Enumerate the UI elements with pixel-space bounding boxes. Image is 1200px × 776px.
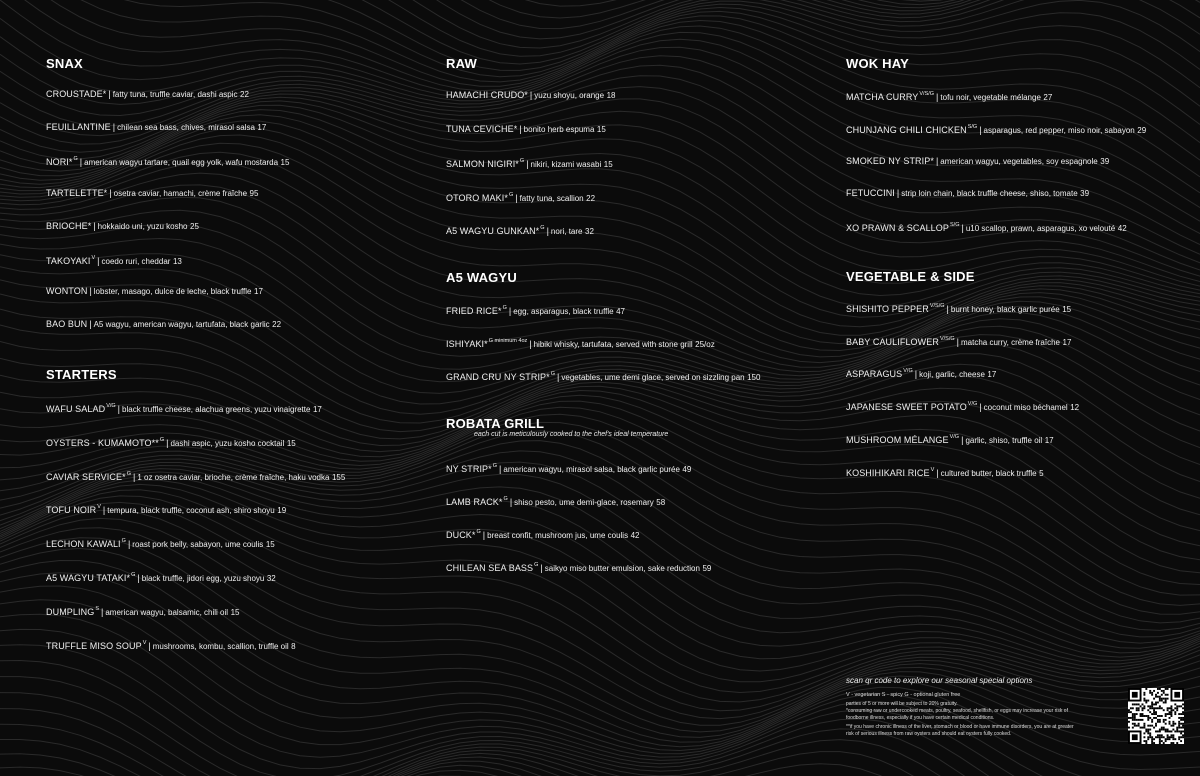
- background-wave-line: [0, 0, 1200, 48]
- item-description: asparagus, red pepper, miso noir, sabayon: [983, 125, 1135, 135]
- item-description: coconut miso béchamel: [983, 403, 1068, 413]
- item-name: TARTELETTE*: [46, 187, 108, 198]
- item-separator: |: [499, 464, 502, 474]
- item-description: u10 scallop, prawn, asparagus, xo velouté: [965, 224, 1116, 234]
- item-dietary-tag: G: [131, 572, 136, 578]
- item-price: 8: [291, 641, 296, 651]
- item-dietary-tag: G: [73, 155, 78, 162]
- menu-item: [46, 571, 276, 584]
- item-name: A5 WAGYU GUNKAN*: [446, 226, 540, 236]
- item-description: coedo ruri, cheddar: [101, 256, 171, 266]
- background-wave-line: [0, 761, 1200, 776]
- item-separator: |: [956, 336, 959, 347]
- item-description: saikyo miso butter emulsion, sake reduction: [544, 564, 700, 573]
- background-wave-line: [0, 0, 1200, 70]
- menu-item: [846, 400, 1079, 413]
- item-description: matcha curry, crème fraîche: [960, 337, 1060, 347]
- item-price: 22: [586, 193, 596, 203]
- background-wave-line: [0, 0, 1200, 29]
- menu-item: [46, 639, 296, 652]
- menu-item: [46, 254, 182, 267]
- menu-item: [446, 224, 594, 237]
- item-description: hokkaido uni, yuzu kosho: [97, 221, 188, 231]
- item-name: OTORO MAKI*: [446, 192, 508, 203]
- item-dietary-tag: G: [540, 225, 545, 231]
- item-separator: |: [100, 606, 104, 617]
- item-name: TOFU NOIR: [46, 505, 97, 516]
- item-dietary-tag: G: [508, 191, 514, 198]
- item-name: WAFU SALAD: [46, 404, 106, 414]
- item-dietary-tag: S/G: [967, 123, 978, 130]
- item-description: cultured butter, black truffle: [940, 468, 1037, 478]
- item-dietary-tag: V/G: [106, 403, 116, 409]
- item-dietary-tag: G: [159, 436, 165, 443]
- item-description: roast pork belly, sabayon, ume coulis: [132, 540, 264, 550]
- item-dietary-tag: V/G: [967, 401, 978, 408]
- item-separator: |: [936, 92, 939, 102]
- menu-item: [46, 503, 286, 516]
- menu-item: [446, 304, 625, 317]
- menu-item: [46, 122, 266, 133]
- menu-item: [46, 221, 199, 232]
- item-separator: |: [979, 402, 982, 413]
- menu-item: [446, 561, 711, 574]
- item-separator: |: [519, 123, 522, 134]
- item-name: SALMON NIGIRI*: [446, 159, 519, 169]
- item-name: WONTON: [46, 286, 88, 297]
- item-name: GRAND CRU NY STRIP*: [446, 372, 550, 382]
- item-name: FRIED RICE*: [446, 306, 502, 316]
- item-price: 22: [272, 320, 282, 330]
- item-description: A5 wagyu, american wagyu, tartufata, black garlic: [93, 320, 270, 330]
- item-separator: |: [148, 640, 151, 651]
- item-dietary-tag: G: [534, 562, 539, 568]
- item-price: 12: [1070, 403, 1080, 413]
- item-price: 49: [682, 465, 692, 474]
- diet-legend: V - vegetarian S - spicy G - optional gluten free: [846, 692, 961, 698]
- item-name: BAO BUN: [46, 319, 88, 330]
- menu-item: [446, 337, 715, 350]
- item-price: 42: [1117, 224, 1127, 234]
- item-price: 15: [1062, 305, 1072, 314]
- item-description: nori, tare: [550, 227, 583, 236]
- item-dietary-tag: G: [550, 371, 556, 377]
- item-name: KOSHIHIKARI RICE: [846, 467, 930, 478]
- item-dietary-tag: V: [930, 466, 935, 473]
- item-name: LAMB RACK*: [446, 497, 503, 507]
- item-description: mushrooms, kombu, scallion, truffle oil: [152, 641, 289, 651]
- menu-item: [846, 156, 1109, 167]
- item-name: FEUILLANTINE: [46, 121, 111, 132]
- item-separator: |: [526, 159, 529, 169]
- item-description: vegetables, ume demi glace, served on sizzling pan: [561, 373, 745, 382]
- menu-item: [46, 605, 239, 618]
- item-price: 15: [265, 540, 275, 550]
- gratuity-note: parties of 5 or more will be subject to 20% gratuity.: [846, 701, 958, 707]
- item-price: 15: [286, 438, 296, 448]
- item-price: 13: [172, 256, 182, 266]
- oyster-warning: **if you have chronic illness of the liver, stomach or blood or have immune disorders, you are at greater risk of serious illness from raw oysters and should eat oysters fully cooked.: [846, 724, 1074, 737]
- item-name: CHUNJANG CHILI CHICKEN: [846, 124, 967, 135]
- item-separator: |: [935, 155, 939, 166]
- item-description: american wagyu, mirasol salsa, black garlic purée: [503, 465, 680, 474]
- item-price: 17: [254, 287, 263, 297]
- item-dietary-tag: V/S/G: [939, 335, 955, 342]
- item-name: DUCK*: [446, 530, 476, 540]
- item-name: NY STRIP*: [446, 464, 492, 474]
- menu-item: [446, 191, 595, 204]
- item-separator: |: [961, 223, 964, 234]
- menu-item: [846, 335, 1071, 348]
- menu-item: [446, 90, 616, 101]
- item-description: lobster, masago, dulce de leche, black truffle: [93, 287, 252, 297]
- item-price: 15: [280, 157, 290, 167]
- item-name: NORI*: [46, 156, 73, 167]
- item-description: fatty tuna, scallion: [519, 193, 584, 203]
- item-price: 47: [616, 307, 626, 316]
- item-price: 95: [249, 188, 259, 198]
- menu-item: [46, 319, 281, 330]
- item-price: 32: [585, 227, 594, 236]
- item-description: koji, garlic, cheese: [919, 370, 985, 380]
- section-title-snax: SNAX: [46, 56, 83, 71]
- item-dietary-tag: V/S/G: [919, 91, 935, 97]
- item-description: dashi aspic, yuzu kosho cocktail: [170, 438, 285, 448]
- item-price: 17: [1044, 435, 1054, 445]
- item-separator: |: [166, 437, 169, 448]
- item-name: SHISHITO PEPPER: [846, 304, 929, 314]
- item-name: CHILEAN SEA BASS: [446, 563, 534, 573]
- section-title-wok-hay: WOK HAY: [846, 56, 910, 71]
- menu-item: [846, 433, 1054, 446]
- item-price: 15: [603, 160, 613, 169]
- item-separator: |: [540, 563, 543, 573]
- item-price: 42: [630, 531, 640, 540]
- item-name: MATCHA CURRY: [846, 92, 919, 102]
- menu-item: [846, 221, 1127, 234]
- item-name: OYSTERS - KUMAMOTO**: [46, 437, 159, 448]
- menu-item: [846, 466, 1044, 479]
- menu-item: [446, 370, 760, 383]
- item-dietary-tag: S: [95, 605, 99, 612]
- item-name: SMOKED NY STRIP*: [846, 155, 934, 166]
- item-separator: |: [117, 404, 121, 414]
- menu-item: [846, 90, 1052, 103]
- item-description: american wagyu tartare, quail egg yolk, wafu mostarda: [84, 157, 279, 167]
- item-price: 150: [747, 373, 761, 382]
- item-description: fatty tuna, truffle caviar, dashi aspic: [112, 90, 238, 99]
- item-price: 29: [1137, 125, 1147, 135]
- item-dietary-tag: G minimum 4oz: [488, 338, 528, 344]
- item-dietary-tag: V: [91, 254, 96, 261]
- item-separator: |: [482, 530, 486, 540]
- background-wave-line: [0, 466, 1200, 653]
- item-price: 17: [257, 122, 267, 132]
- item-description: american wagyu, balsamic, chili oil: [105, 607, 229, 617]
- menu-item: [846, 123, 1146, 136]
- item-price: 17: [987, 370, 997, 380]
- section-title-raw: RAW: [446, 56, 477, 71]
- item-description: black truffle, jidori egg, yuzu shoyu: [141, 574, 265, 583]
- item-dietary-tag: G: [126, 470, 131, 477]
- item-name: A5 WAGYU TATAKI*: [46, 573, 131, 583]
- menu-item: [46, 436, 296, 449]
- item-name: FETUCCINI: [846, 188, 895, 199]
- item-dietary-tag: G: [503, 496, 508, 502]
- item-separator: |: [89, 286, 92, 297]
- item-name: TAKOYAKI: [46, 255, 91, 266]
- item-name: JAPANESE SWEET POTATO: [846, 402, 967, 413]
- item-separator: |: [557, 372, 560, 382]
- section-title-a5-wagyu: A5 WAGYU: [446, 270, 517, 285]
- section-title-vegetable-side: VEGETABLE & SIDE: [846, 269, 975, 284]
- item-dietary-tag: V/G: [903, 368, 913, 375]
- item-separator: |: [979, 124, 982, 135]
- item-description: nikiri, kizami wasabi: [530, 160, 602, 169]
- item-name: TRUFFLE MISO SOUP: [46, 640, 142, 651]
- item-name: XO PRAWN & SCALLOP: [846, 223, 949, 234]
- item-description: yuzu shoyu, orange: [534, 91, 605, 100]
- item-dietary-tag: V: [142, 639, 147, 646]
- item-separator: |: [132, 471, 136, 482]
- menu-item: [446, 124, 606, 135]
- menu-item: [846, 302, 1071, 315]
- background-wave-line: [0, 422, 1200, 623]
- item-separator: |: [112, 121, 116, 132]
- item-description: breast confit, mushroom jus, ume coulis: [487, 531, 629, 540]
- menu-item: [46, 286, 263, 297]
- item-price: 15: [596, 124, 606, 134]
- item-price: 17: [312, 405, 322, 414]
- item-price: 25/oz: [695, 340, 715, 349]
- item-name: BRIOCHE*: [46, 220, 92, 231]
- menu-item: [446, 157, 613, 170]
- item-description: black truffle cheese, alachua greens, yuzu vinaigrette: [122, 405, 311, 414]
- item-separator: |: [529, 339, 532, 349]
- item-separator: |: [946, 304, 949, 314]
- background-wave-line: [0, 91, 1200, 270]
- item-name: HAMACHI CRUDO*: [446, 90, 528, 100]
- item-separator: |: [896, 188, 900, 199]
- menu-item: [46, 402, 322, 415]
- item-description: tofu noir, vegetable mélange: [940, 93, 1041, 102]
- item-dietary-tag: V: [97, 504, 101, 511]
- item-price: 155: [331, 472, 346, 482]
- background-wave-line: [0, 0, 1200, 160]
- item-separator: |: [97, 255, 100, 266]
- menu-item: [846, 367, 996, 380]
- section-title-starters: STARTERS: [46, 367, 117, 382]
- item-price: 59: [702, 564, 712, 573]
- item-description: osetra caviar, hamachi, crème fraîche: [113, 188, 248, 198]
- background-wave-line: [0, 342, 1200, 515]
- item-price: 32: [266, 574, 276, 583]
- item-name: MUSHROOM MÉLANGE: [846, 434, 949, 445]
- raw-food-warning: *consuming raw or undercooked meats, poultry, seafood, shellfish, or eggs may increase your risk of foodborne illness, especially if you have certain medical conditions.: [846, 708, 1068, 721]
- item-price: 22: [240, 90, 249, 99]
- item-dietary-tag: G: [502, 305, 507, 311]
- item-separator: |: [109, 187, 112, 198]
- item-separator: |: [137, 573, 140, 583]
- item-price: 19: [277, 506, 287, 516]
- background-wave-line: [0, 740, 1200, 776]
- item-name: CROUSTADE*: [46, 89, 107, 99]
- item-separator: |: [127, 539, 131, 550]
- item-separator: |: [529, 90, 533, 100]
- item-separator: |: [108, 89, 111, 99]
- item-separator: |: [961, 434, 964, 445]
- item-price: 5: [1039, 468, 1044, 478]
- item-price: 58: [656, 498, 666, 507]
- item-dietary-tag: S/G: [950, 222, 960, 229]
- item-description: shiso pesto, ume demi-glace, rosemary: [514, 498, 654, 507]
- item-name: DUMPLING: [46, 606, 95, 617]
- item-description: chilean sea bass, chives, mirasol salsa: [117, 122, 255, 132]
- item-description: hibiki whisky, tartufata, served with stone grill: [533, 340, 693, 349]
- item-price: 18: [606, 91, 616, 100]
- item-name: BABY CAULIFLOWER: [846, 336, 939, 347]
- item-name: CAVIAR SERVICE*: [46, 471, 126, 482]
- item-price: 25: [190, 221, 199, 231]
- item-dietary-tag: V/G: [949, 433, 960, 440]
- item-separator: |: [546, 226, 549, 236]
- item-separator: |: [93, 220, 96, 231]
- item-description: american wagyu, vegetables, soy espagnole: [940, 156, 1098, 166]
- item-separator: |: [509, 497, 513, 507]
- item-separator: |: [508, 306, 512, 316]
- item-dietary-tag: G: [519, 158, 525, 164]
- item-description: egg, asparagus, black truffle: [513, 307, 614, 316]
- item-separator: |: [936, 467, 939, 478]
- menu-item: [446, 462, 691, 475]
- item-description: bonito herb espuma: [523, 124, 595, 134]
- item-price: 39: [1100, 156, 1110, 166]
- menu-item: [46, 188, 258, 199]
- item-dietary-tag: V/S/G: [929, 303, 945, 309]
- menu-item: [46, 155, 289, 168]
- item-separator: |: [79, 156, 83, 167]
- item-description: strip loin chain, black truffle cheese, shiso, tomate: [901, 189, 1078, 199]
- item-separator: |: [515, 192, 518, 203]
- section-title-robata-grill: ROBATA GRILL: [446, 416, 545, 431]
- menu-item: [46, 89, 249, 100]
- item-description: 1 oz osetra caviar, brioche, crème fraîche, haku vodka: [137, 472, 330, 482]
- item-price: 17: [1062, 337, 1072, 347]
- menu-item: [46, 470, 345, 483]
- item-separator: |: [89, 319, 92, 330]
- item-separator: |: [102, 505, 106, 516]
- item-dietary-tag: G: [492, 463, 498, 469]
- item-description: garlic, shiso, truffle oil: [965, 435, 1043, 445]
- item-name: ASPARAGUS: [846, 369, 903, 380]
- item-dietary-tag: G: [476, 529, 481, 535]
- item-description: tempura, black truffle, coconut ash, shiro shoyu: [107, 506, 275, 516]
- menu-item: [846, 188, 1089, 199]
- item-price: 39: [1080, 189, 1090, 199]
- item-description: burnt honey, black garlic purée: [950, 305, 1060, 314]
- item-price: 27: [1043, 93, 1053, 102]
- item-name: LECHON KAWALI: [46, 539, 121, 550]
- item-separator: |: [914, 369, 918, 380]
- item-name: TUNA CEVICHE*: [446, 123, 518, 134]
- scan-qr-note: scan qr code to explore our seasonal special options: [846, 676, 1033, 685]
- item-price: 15: [230, 607, 240, 617]
- menu-item: [46, 537, 275, 550]
- menu-item: [446, 495, 665, 508]
- item-dietary-tag: G: [121, 538, 126, 545]
- qr-code[interactable]: [1128, 688, 1184, 744]
- background-wave-line: [0, 0, 1200, 39]
- item-name: ISHIYAKI*: [446, 339, 488, 349]
- menu-item: [446, 528, 640, 541]
- section-subtitle-robata-grill: each cut is meticulously cooked to the chef's ideal temperature: [474, 431, 669, 438]
